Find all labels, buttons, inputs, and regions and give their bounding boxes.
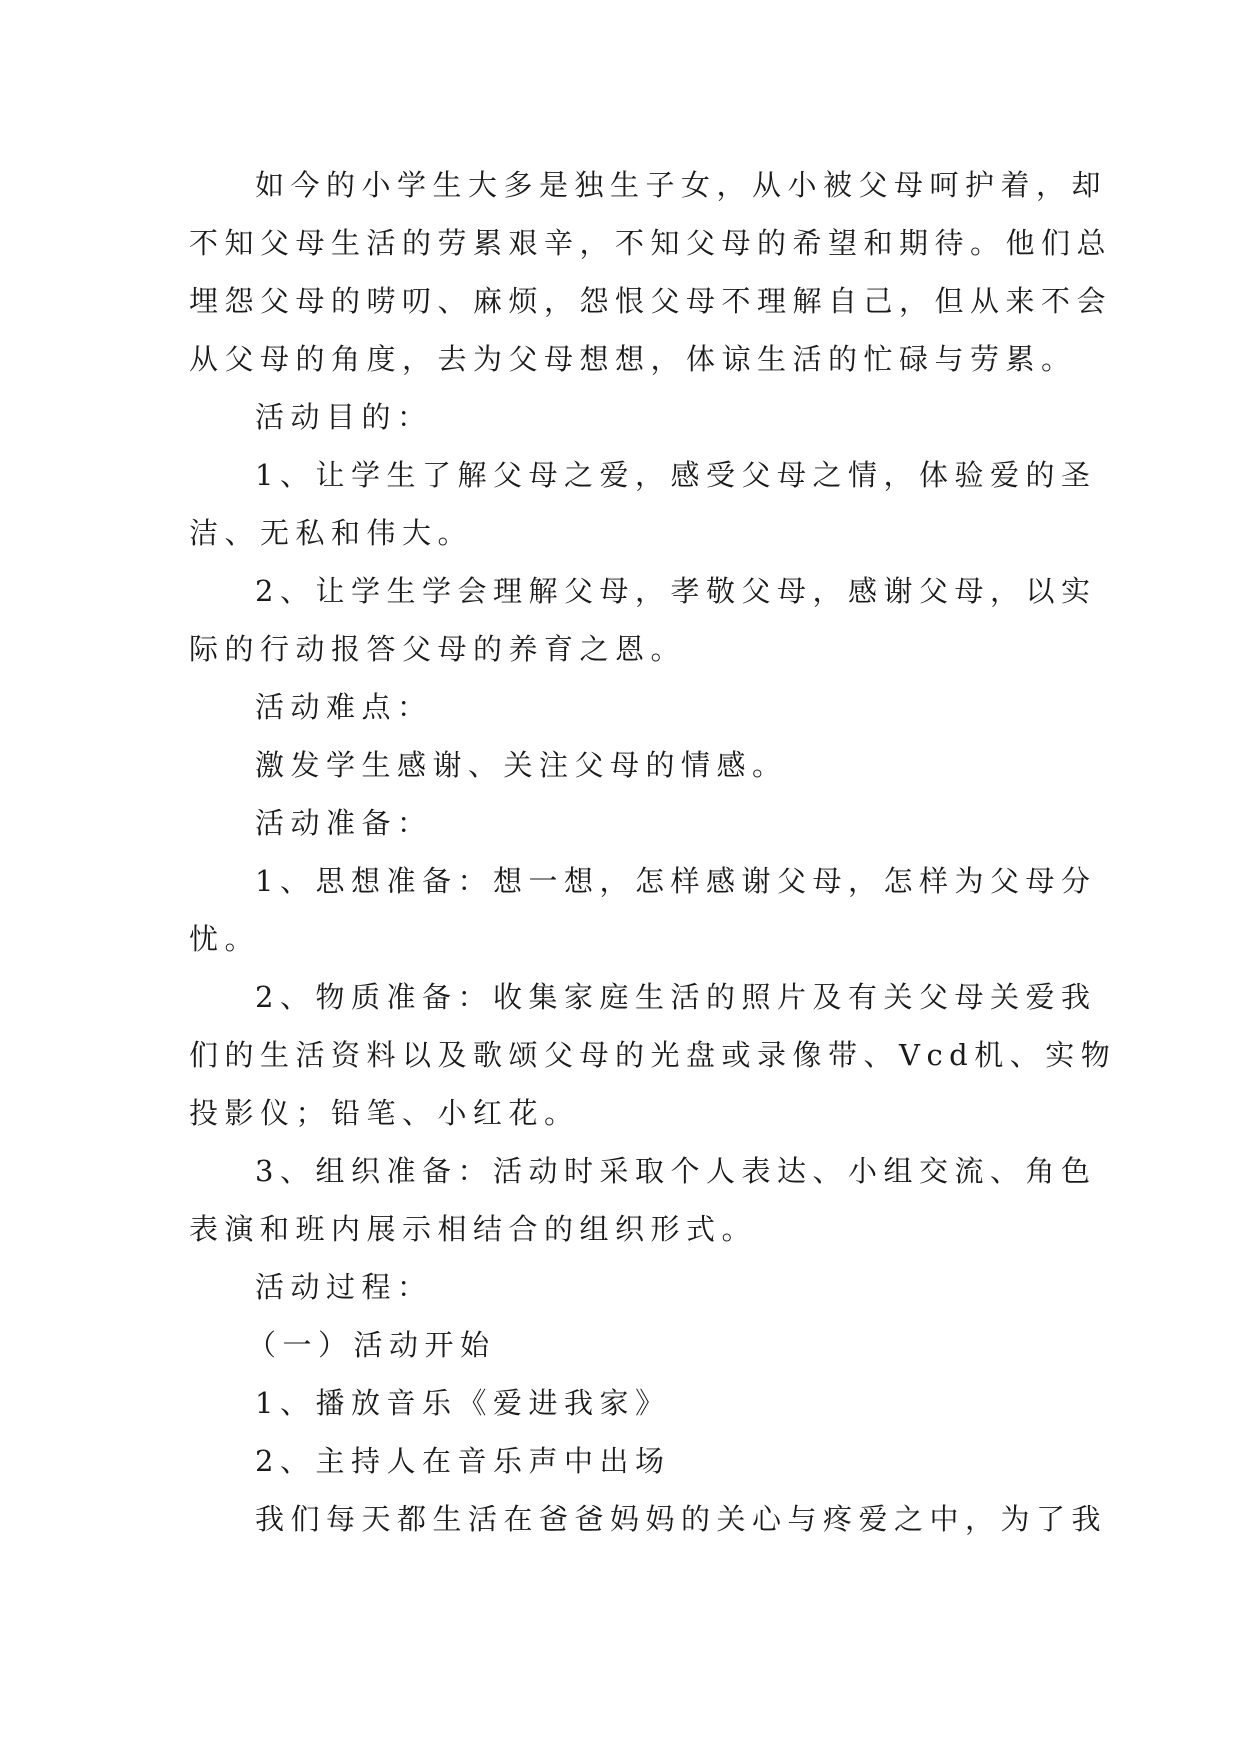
text-line: 2、主持人在音乐声中出场 <box>255 1444 671 1478</box>
text-line: 我们每天都生活在爸爸妈妈的关心与疼爱之中，为了我 <box>255 1502 1108 1536</box>
text-line: 2、让学生学会理解父母，孝敬父母，感谢父母，以实 <box>255 574 1097 608</box>
text-line: 忧。 <box>189 922 261 956</box>
text-line: 投影仪；铅笔、小红花。 <box>189 1096 580 1130</box>
text-line: 2、物质准备：收集家庭生活的照片及有关父母关爱我 <box>255 980 1097 1014</box>
section-heading: 活动目的： <box>255 400 433 434</box>
text-line: 埋怨父母的唠叨、麻烦，怨恨父母不理解自己，但从来不会 <box>189 284 1113 318</box>
section-heading: 活动难点： <box>255 690 433 724</box>
text-line: 从父母的角度，去为父母想想，体谅生活的忙碌与劳累。 <box>189 342 1077 376</box>
subsection-heading: （一）活动开始 <box>247 1328 496 1362</box>
section-heading: 活动准备： <box>255 806 433 840</box>
section-heading: 活动过程： <box>255 1270 433 1304</box>
text-line: 3、组织准备：活动时采取个人表达、小组交流、角色 <box>255 1154 1097 1188</box>
text-line: 际的行动报答父母的养育之恩。 <box>189 632 687 666</box>
text-line: 1、让学生了解父母之爱，感受父母之情，体验爱的圣 <box>255 458 1097 492</box>
text-line: 洁、无私和伟大。 <box>189 516 474 550</box>
text-line: 1、思想准备：想一想，怎样感谢父母，怎样为父母分 <box>255 864 1097 898</box>
text-line: 激发学生感谢、关注父母的情感。 <box>255 748 788 782</box>
text-line: 们的生活资料以及歌颂父母的光盘或录像带、Vcd机、实物 <box>189 1038 1117 1072</box>
text-line: 不知父母生活的劳累艰辛，不知父母的希望和期待。他们总 <box>189 226 1113 260</box>
document-body <box>189 156 1117 1548</box>
text-line: 如今的小学生大多是独生子女，从小被父母呵护着，却 <box>255 168 1108 202</box>
text-line: 1、播放音乐《爱进我家》 <box>255 1386 671 1420</box>
text-line: 表演和班内展示相结合的组织形式。 <box>189 1212 758 1246</box>
